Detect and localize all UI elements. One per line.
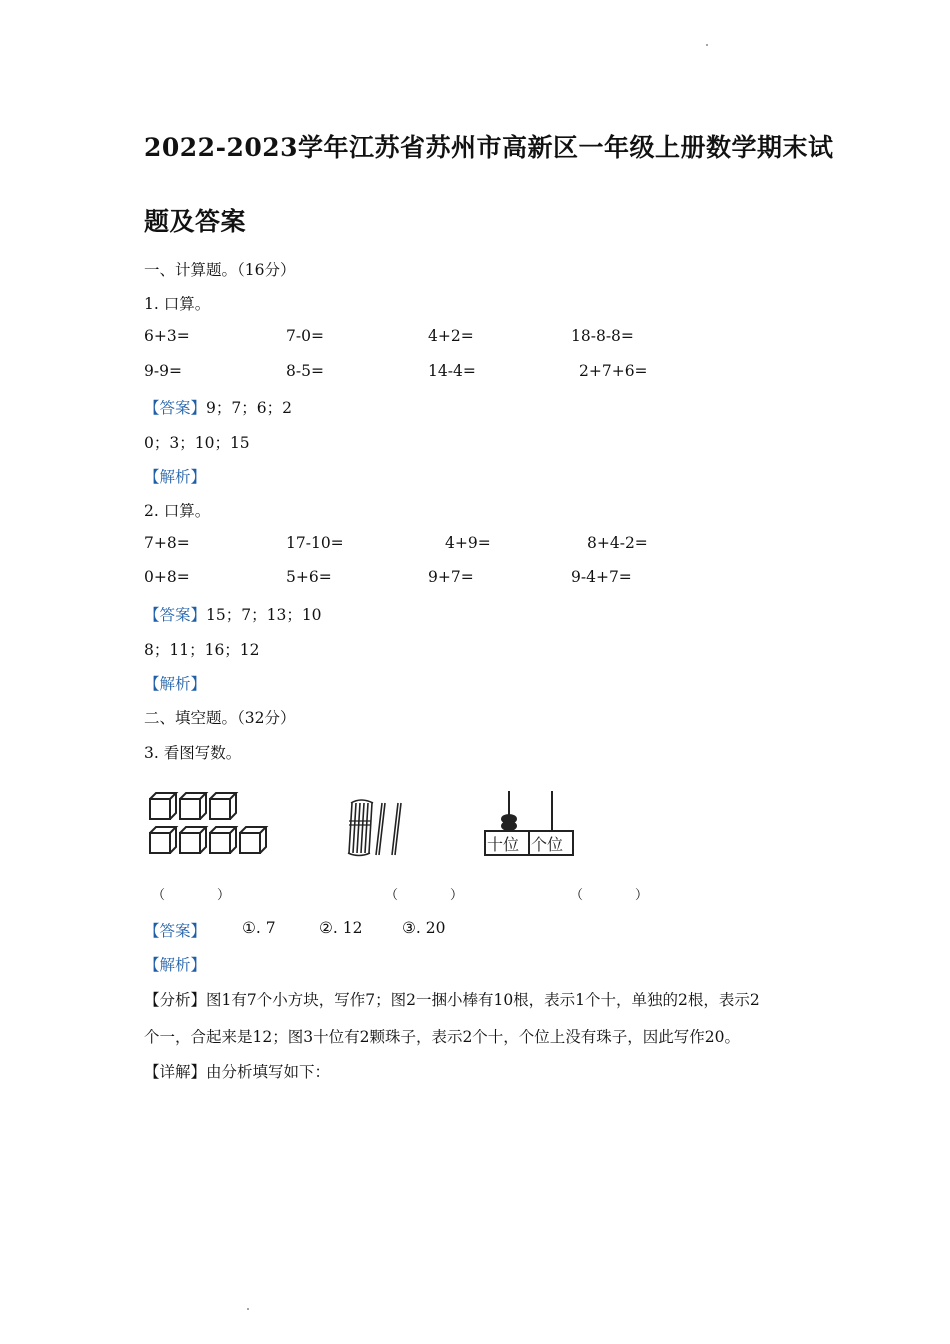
q1-answer — [144, 396, 292, 418]
q2-answer-line2: 8；11；16；12 — [144, 641, 260, 659]
answer-text: 9；7；6；2 — [206, 399, 292, 417]
abacus-label-tens: 十位 — [487, 835, 520, 854]
sticks-figure — [348, 800, 401, 856]
q1-label: 1. 口算。 — [144, 295, 211, 313]
q3-analysis-line1 — [144, 988, 760, 1010]
document-title-line2: 题及答案 — [144, 207, 247, 236]
cube-icon — [180, 827, 206, 853]
q3-blank: （ ） — [385, 888, 464, 903]
q3-figure-svg — [144, 785, 604, 865]
section1-heading: 一、计算题。（16分） — [144, 261, 296, 279]
q1-answer-line2: 0；3；10；15 — [144, 434, 250, 452]
stick-bundle-icon — [348, 800, 373, 856]
q2-expr: 0+8= — [144, 568, 190, 586]
q3-answer-item: ②. 12 — [319, 919, 363, 937]
q2-label: 2. 口算。 — [144, 502, 211, 520]
analysis-text: 图1有7个小方块，写作7；图2一捆小棒有10根，表示1个十，单独的2根，表示2 — [206, 991, 760, 1009]
q3-blank: （ ） — [152, 888, 231, 903]
cube-icon — [240, 827, 266, 853]
section2-heading: 二、填空题。（32分） — [144, 709, 296, 727]
document-title-line1: 2022-2023学年江苏省苏州市高新区一年级上册数学期末试 — [144, 133, 834, 162]
answer-tag: 【答案】 — [144, 399, 207, 417]
q1-expr: 8-5= — [286, 362, 324, 380]
detail-prefix: 【详解】 — [144, 1063, 207, 1081]
single-stick-icon — [376, 803, 385, 855]
q3-answer-item: ③. 20 — [402, 919, 446, 937]
q2-expr: 17-10= — [286, 534, 344, 552]
cube-icon — [180, 793, 206, 819]
bead-icon — [502, 822, 516, 830]
single-stick-icon — [392, 803, 401, 855]
q3-analysis-tag: 【解析】 — [144, 956, 207, 974]
q1-expr: 14-4= — [428, 362, 476, 380]
analysis-prefix: 【分析】 — [144, 991, 207, 1009]
q2-expr: 9-4+7= — [571, 568, 632, 586]
q1-expr: 18-8-8= — [571, 327, 634, 345]
cubes-figure — [150, 793, 266, 853]
q3-blank: （ ） — [570, 888, 649, 903]
q2-expr: 7+8= — [144, 534, 190, 552]
q1-expr: 6+3= — [144, 327, 190, 345]
detail-text: 由分析填写如下： — [206, 1063, 331, 1081]
q2-expr: 4+9= — [445, 534, 491, 552]
q3-answer-tag: 【答案】 — [144, 922, 207, 940]
q2-answer — [144, 603, 322, 625]
q2-expr: 8+4-2= — [587, 534, 648, 552]
scan-speck — [706, 44, 708, 46]
cube-icon — [150, 793, 176, 819]
cube-icon — [150, 827, 176, 853]
cube-icon — [210, 793, 236, 819]
q1-expr: 7-0= — [286, 327, 324, 345]
q3-detail — [144, 1060, 330, 1082]
q2-expr: 5+6= — [286, 568, 332, 586]
q1-analysis-tag: 【解析】 — [144, 468, 207, 486]
q1-expr: 9-9= — [144, 362, 182, 380]
q3-label: 3. 看图写数。 — [144, 744, 242, 762]
abacus-label-ones: 个位 — [531, 835, 564, 854]
q1-expr: 4+2= — [428, 327, 474, 345]
answer-text: 15；7；13；10 — [206, 606, 322, 624]
q3-figures — [144, 785, 604, 865]
scan-speck — [247, 1308, 249, 1310]
q2-analysis-tag: 【解析】 — [144, 675, 207, 693]
answer-tag: 【答案】 — [144, 606, 207, 624]
cube-icon — [210, 827, 236, 853]
q3-answer-item: ①. 7 — [242, 919, 276, 937]
q1-expr: 2+7+6= — [579, 362, 648, 380]
q2-expr: 9+7= — [428, 568, 474, 586]
q3-analysis-line2: 个一，合起来是12；图3十位有2颗珠子，表示2个十，个位上没有珠子，因此写作20。 — [144, 1028, 741, 1046]
